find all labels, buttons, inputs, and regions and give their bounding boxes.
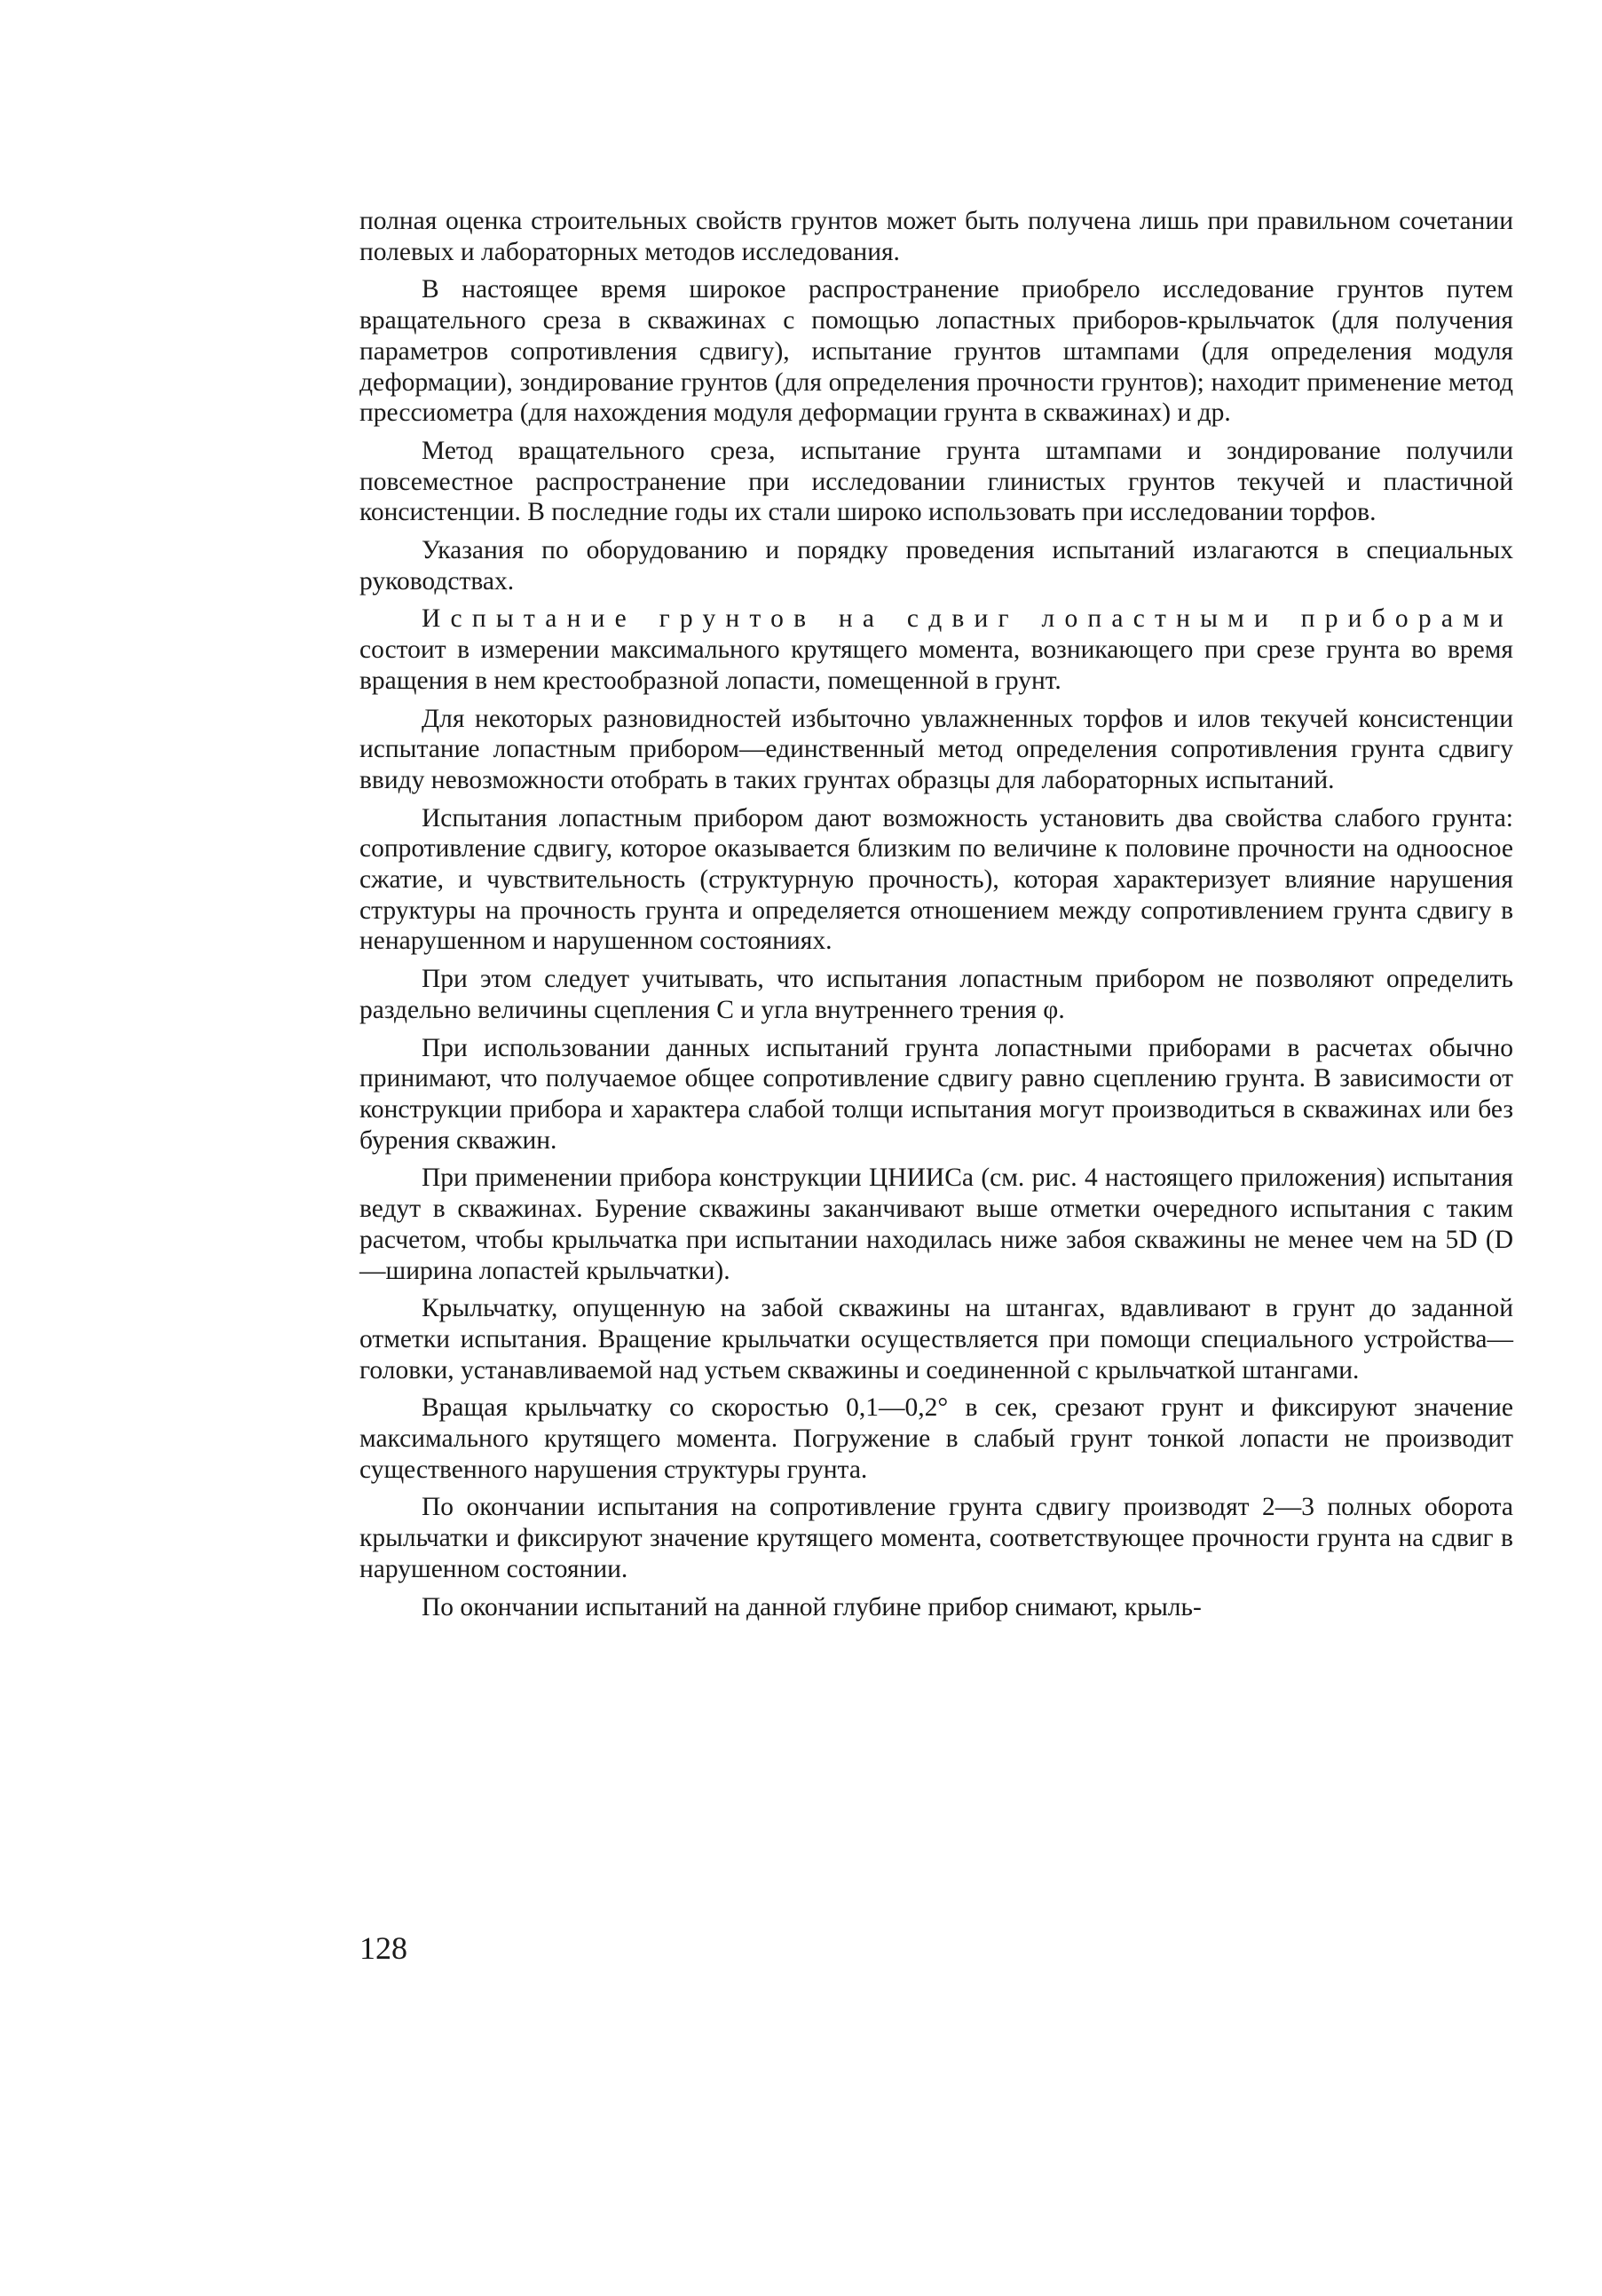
paragraph-vane-test-definition xyxy=(359,604,1513,696)
document-body xyxy=(359,206,1513,1629)
paragraph-vane-insertion: Крыльчатку, опущенную на забой скважины на штангах, вдавливают в грунт до заданной отметки испытания. Вращение крыльчатки осуществляется при помощи специального устройства—головки, устанавливаемой над устьем скважины и соединенной с крыльчаткой штангами. xyxy=(359,1294,1513,1385)
paragraph-intro-continuation: полная оценка строительных свойств грунтов может быть получена лишь при правильном сочетании полевых и лабораторных методов исследования. xyxy=(359,207,1513,266)
section-heading-vane-test: Испытание грунтов на сдвиг лопастными приборами xyxy=(422,604,1513,634)
paragraph-peat-silt: Для некоторых разновидностей избыточно увлажненных торфов и илов текучей консистенции испытание лопастным прибором—единственный метод определения сопротивления грунта сдвигу ввиду невозможности отобрать в таких грунтах образцы для лабораторных испытаний. xyxy=(359,704,1513,794)
paragraph-calculation-use: При использовании данных испытаний грунта лопастными приборами в расчетах обычно принимают, что получаемое общее сопротивление сдвигу равно сцеплению грунта. В зависимости от конструкции прибора и характера слабой толщи испытания могут производиться в скважинах или без бурения скважин. xyxy=(359,1033,1513,1155)
paragraph-guidelines: Указания по оборудованию и порядку проведения испытаний излагаются в специальных руководствах. xyxy=(359,536,1513,596)
paragraph-tsniis-device: При применении прибора конструкции ЦНИИСа (см. рис. 4 настоящего приложения) испытания ведут в скважинах. Бурение скважины заканчивают выше отметки очередного испытания с таким расчетом, чтобы крыльчатка при испытании находилась ниже забоя скважины не менее чем на 5D (D—ширина лопастей крыльчатки). xyxy=(359,1164,1513,1285)
paragraph-rotation-speed: Вращая крыльчатку со скоростью 0,1—0,2° в сек, срезают грунт и фиксируют значение максимального крутящего момента. Погружение в слабый грунт тонкой лопасти не производит существенного нарушения структуры грунта. xyxy=(359,1393,1513,1484)
paragraph-device-removal: По окончании испытаний на данной глубине прибор снимают, крыль- xyxy=(422,1592,1202,1621)
paragraph-soft-soil-properties: Испытания лопастным прибором дают возможность установить два свойства слабого грунта: сопротивление сдвигу, которое оказывается близким по величине к половине прочности на одноосное сжатие, и чувствительность (структурную прочность), которая характеризует влияние нарушения структуры на прочность грунта и определяется отношением между сопротивлением грунта сдвигу в ненарушенном и нарушенном состояниях. xyxy=(359,803,1513,956)
vane-test-description: состоит в измерении максимального крутящего момента, возникающего при срезе грунта во время вращения в нем крестообразной лопасти, помещенной в грунт. xyxy=(359,635,1513,695)
paragraph-vane-shear-usage: Метод вращательного среза, испытание грунта штампами и зондирование получили повсеместное распространение при исследовании глинистых грунтов текучей и пластичной консистенции. В последние годы их стали широко использовать при исследовании торфов. xyxy=(359,436,1513,527)
paragraph-field-methods: В настоящее время широкое распространение приобрело исследование грунтов путем вращательного среза в скважинах с помощью лопастных приборов-крыльчаток (для получения параметров сопротивления сдвигу), испытание грунтов штампами (для определения модуля деформации), зондирование грунтов (для определения прочности грунтов); находит применение метод прессиометра (для нахождения модуля деформации грунта в скважинах) и др. xyxy=(359,275,1513,428)
page-number: 128 xyxy=(359,1930,407,1966)
paragraph-remolded-strength: По окончании испытания на сопротивление грунта сдвигу производят 2—3 полных оборота крыльчатки и фиксируют значение крутящего момента, соответствующее прочности грунта на сдвиг в нарушенном состоянии. xyxy=(359,1493,1513,1583)
paragraph-cohesion-friction: При этом следует учитывать, что испытания лопастным прибором не позволяют определить раздельно величины сцепления C и угла внутреннего трения φ. xyxy=(359,965,1513,1024)
